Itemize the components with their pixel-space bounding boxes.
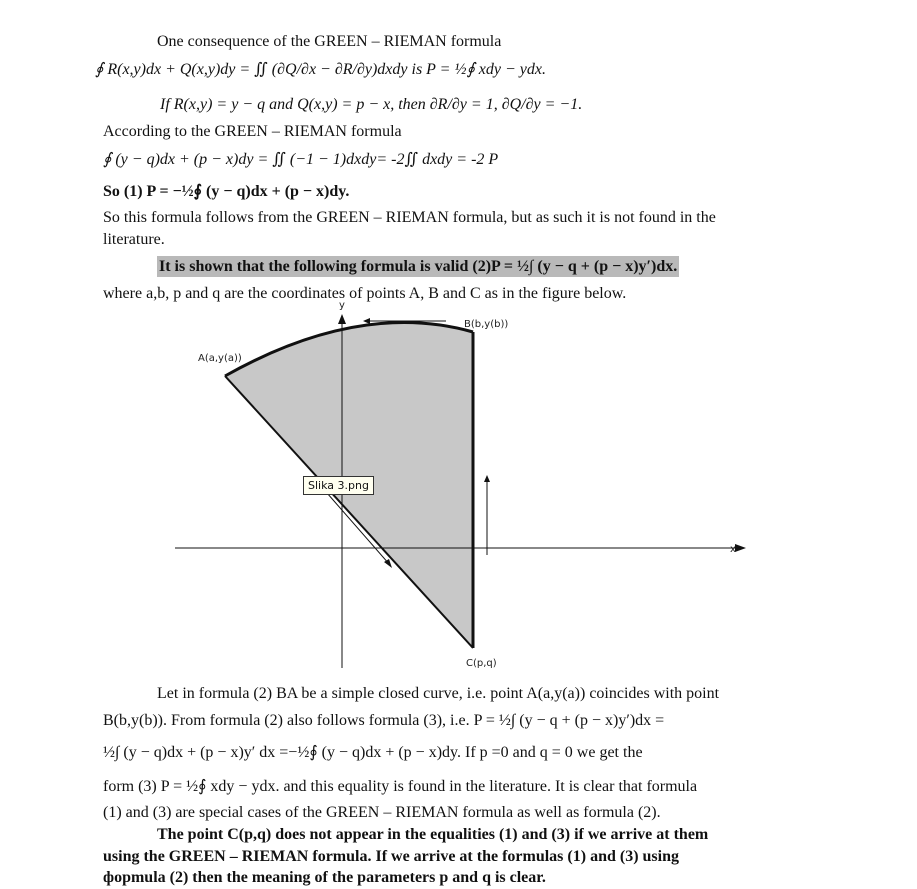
para-line-6: The point C(p,q) does not appear in the equalities (1) and (3) if we arrive at them [157,826,709,843]
label-axis-y: y [339,300,345,311]
image-tooltip: Slika 3.png [303,476,374,495]
label-axis-x: x [730,544,736,555]
formula-2-text: It is shown that the following formula is valid (2)P = ½∫ (y − q + (p − x)y′)dx. [159,258,678,275]
orientation-arrow-left-icon [384,559,392,568]
para-line-3: ½∫ (y − q)dx + (p − x)y′ dx =−½∮ (y − q)dx + (p − x)dy. If p =0 and q = 0 we get the [103,744,643,761]
text-line-according: According to the GREEN – RIEMAN formula [103,123,402,140]
para-line-8: форmula (2) then the meaning of the parameters p and q is clear. [103,869,546,886]
formula-1: So (1) P = −½∮ (y − q)dx + (p − x)dy. [103,183,350,200]
label-point-a: A(a,y(a)) [198,353,242,364]
equation-r-q-definition: If R(x,y) = y − q and Q(x,y) = p − x, then ∂R/∂y = 1, ∂Q/∂y = −1. [160,96,583,113]
para-line-7: using the GREEN – RIEMAN formula. If we arrive at the formulas (1) and (3) using [103,848,679,865]
orientation-arrow-top-icon [363,318,370,324]
text-line-coordinates: where a,b, p and q are the coordinates of points A, B and C as in the figure below. [103,285,627,302]
y-axis-arrow-icon [338,314,346,324]
text-line-formula-2 [157,256,877,278]
label-point-c: C(p,q) [466,658,497,669]
equation-green-formula: ∮ R(x,y)dx + Q(x,y)dy = ∬ (∂Q/∂x − ∂R/∂y)dxdy is P = ½∮ xdy − ydx. [95,61,546,78]
x-axis-arrow-icon [735,544,746,552]
text-line-1: One consequence of the GREEN – RIEMAN formula [157,33,502,50]
text-line-follows: So this formula follows from the GREEN – RIEMAN formula, but as such it is not found in the [103,209,716,226]
para-line-1: Let in formula (2) BA be a simple closed curve, i.e. point A(a,y(a)) coincides with point [157,685,720,702]
para-line-4: form (3) P = ½∮ xdy − ydx. and this equality is found in the literature. It is clear that formula [103,778,698,795]
text-line-literature: literature. [103,231,165,248]
para-line-2: B(b,y(b)). From formula (2) also follows formula (3), i.e. P = ½∫ (y − q + (p − x)y′)dx = [103,712,665,729]
figure-region [170,300,750,678]
orientation-arrow-right-icon [484,475,490,482]
para-line-5: (1) and (3) are special cases of the GREEN – RIEMAN formula as well as formula (2). [103,804,661,821]
label-point-b: B(b,y(b)) [464,319,509,330]
equation-green-applied: ∮ (y − q)dx + (p − x)dy = ∬ (−1 − 1)dxdy= -2∬ dxdy = -2 P [103,151,499,168]
